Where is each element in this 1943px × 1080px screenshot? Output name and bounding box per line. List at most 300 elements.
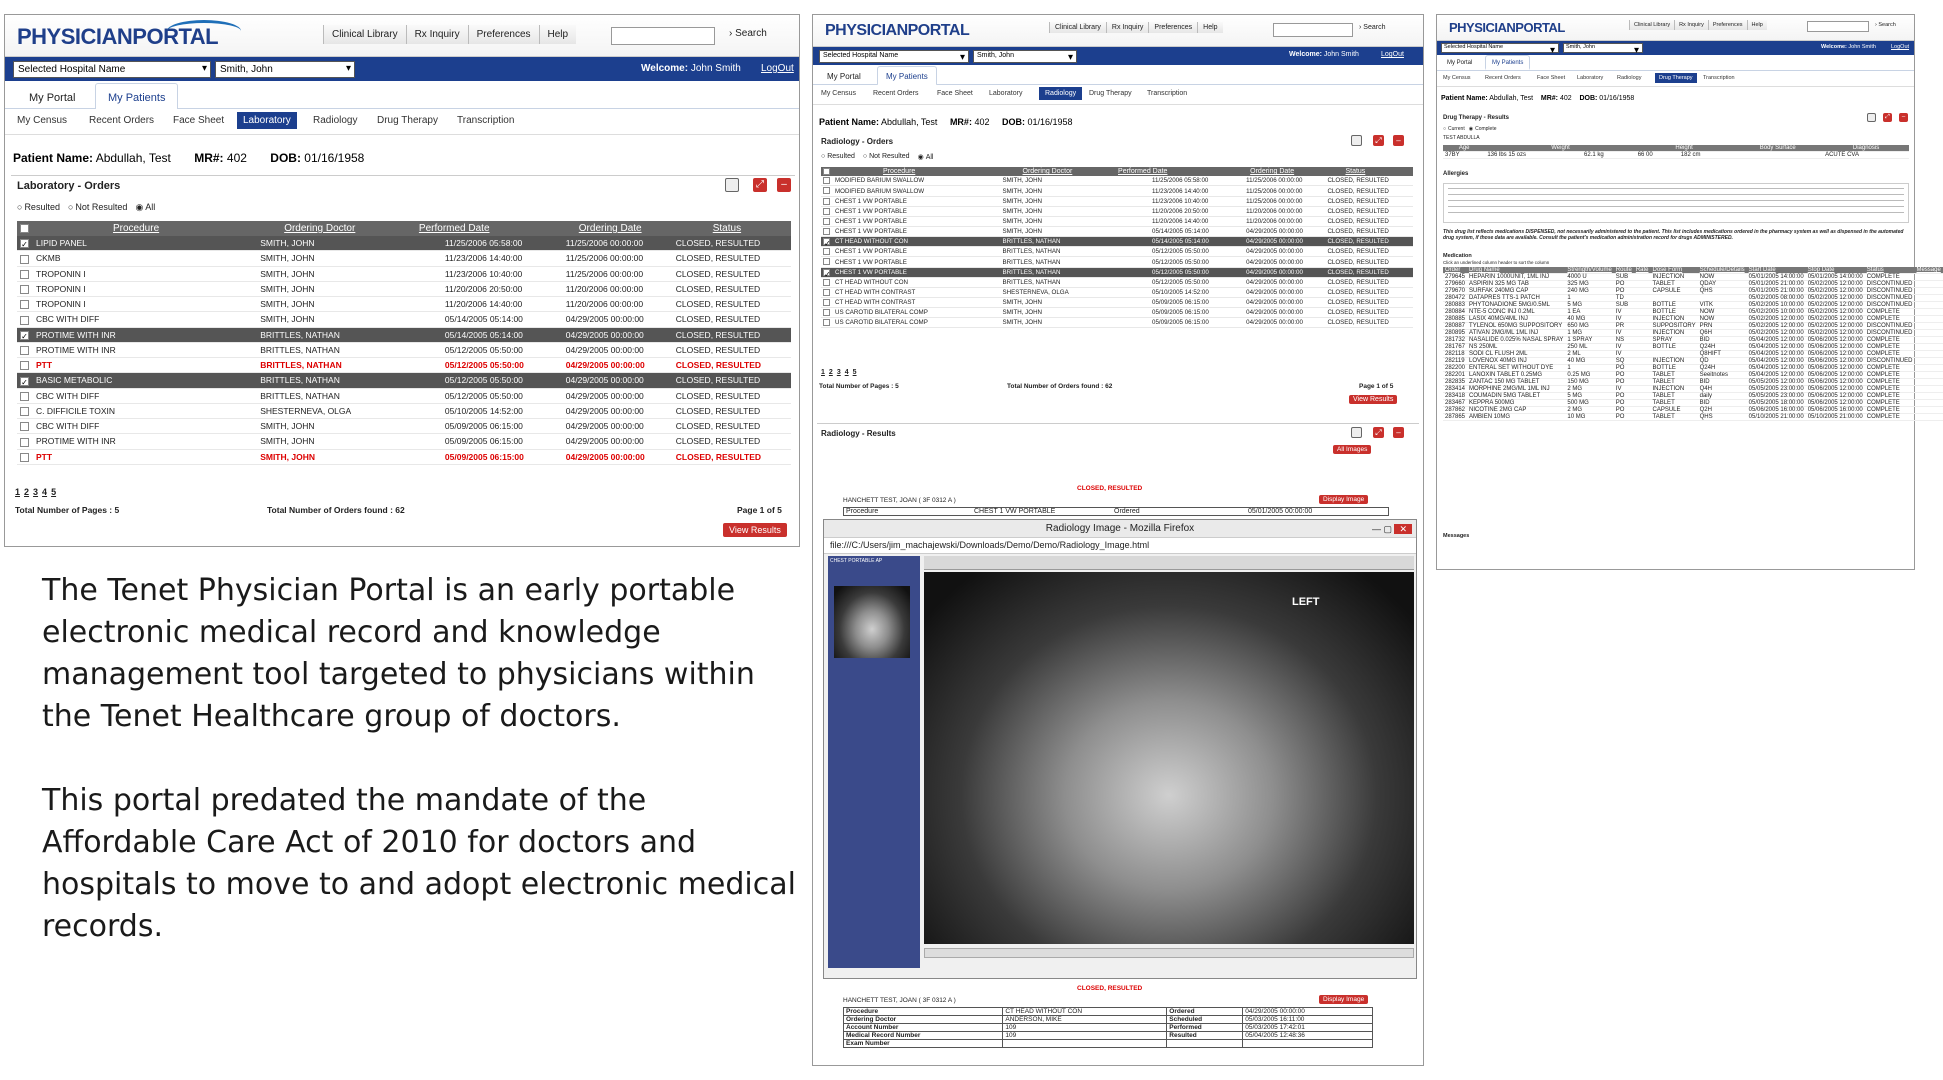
search-input[interactable] (611, 27, 715, 45)
nav-preferences[interactable]: Preferences (1708, 20, 1747, 30)
row-checkbox[interactable] (823, 258, 830, 265)
cell-procedure: CT HEAD WITH CONTRAST (833, 298, 963, 308)
radiology-order-row[interactable] (821, 308, 1413, 318)
cell-status: CLOSED, RESULTED (1325, 298, 1413, 308)
med-col-header[interactable]: Order (1443, 267, 1467, 274)
cell-ordered: 11/25/2006 00:00:00 (1244, 186, 1325, 196)
radiology-order-row[interactable] (821, 267, 1413, 277)
cell-status: CLOSED, RESULTED (1325, 227, 1413, 237)
med-cell (1634, 351, 1651, 358)
lab-order-row[interactable] (17, 449, 791, 464)
row-checkbox[interactable] (20, 316, 29, 325)
row-checkbox[interactable] (20, 239, 29, 248)
lab-order-row[interactable] (17, 342, 791, 357)
lab-order-row[interactable] (17, 297, 791, 312)
med-cell: BOTTLE (1651, 302, 1698, 309)
cell-procedure: LIPID PANEL (33, 236, 200, 251)
medication-row[interactable] (1443, 337, 1943, 344)
display-image-button-2[interactable]: Display Image (1319, 995, 1368, 1004)
med-cell (1914, 351, 1942, 358)
med-cell: 05/02/2005 12:00:00 (1807, 309, 1863, 315)
med-cell: CAPSULE (1651, 407, 1698, 414)
lab-order-row[interactable] (17, 388, 791, 403)
result-filter[interactable] (821, 153, 933, 161)
row-checkbox[interactable] (20, 438, 29, 447)
window-controls[interactable]: — ▢ ✕ (1372, 520, 1412, 538)
med-col-header[interactable]: Rate (1635, 267, 1649, 273)
cell-ordered: 04/29/2005 00:00:00 (563, 342, 673, 357)
cell-doctor: BRITTLES, NATHAN (963, 277, 1113, 287)
lab-orders-table (17, 221, 791, 465)
row-checkbox[interactable] (20, 407, 29, 416)
cell-status: CLOSED, RESULTED (1325, 257, 1413, 267)
med-cell: 40 MG (1565, 316, 1613, 323)
row-checkbox[interactable] (20, 285, 29, 294)
medication-row[interactable] (1443, 393, 1943, 400)
search-input[interactable] (1273, 23, 1353, 37)
cell-ordered: 04/29/2005 00:00:00 (563, 419, 673, 434)
medication-row[interactable] (1443, 274, 1943, 281)
cell-ordered: 11/20/2006 00:00:00 (1244, 216, 1325, 226)
radiology-order-row[interactable] (821, 287, 1413, 297)
expand-icon[interactable]: ⤢ (1883, 113, 1892, 122)
medication-row[interactable] (1443, 365, 1943, 372)
radiology-order-row[interactable] (821, 277, 1413, 287)
tab-face-sheet[interactable]: Face Sheet (1537, 75, 1566, 81)
medication-row[interactable] (1443, 309, 1943, 316)
tab-radiology[interactable]: Radiology (313, 115, 358, 126)
tab-transcription[interactable]: Transcription (1147, 90, 1188, 97)
medication-row[interactable] (1443, 358, 1943, 365)
lab-order-row[interactable] (17, 312, 791, 327)
radiology-order-row[interactable] (821, 237, 1413, 247)
radio-complete[interactable]: ◉ Complete (1469, 126, 1497, 132)
lab-order-row[interactable] (17, 327, 791, 342)
med-cell: 282200 (1445, 365, 1466, 371)
detail-label: Procedure (844, 1008, 1003, 1016)
tab-my-census[interactable]: My Census (17, 115, 68, 126)
cell-performed: 05/09/2005 06:15:00 (1112, 308, 1244, 318)
row-checkbox[interactable] (823, 319, 830, 326)
tab-laboratory[interactable]: Laboratory (989, 90, 1023, 97)
radiology-order-row[interactable] (821, 186, 1413, 196)
radiology-order-row[interactable] (821, 247, 1413, 257)
med-cell: 5 MG (1565, 393, 1613, 400)
tab-laboratory[interactable]: Laboratory (1577, 75, 1604, 81)
col-ordering-date[interactable]: Ordering Date (563, 221, 673, 236)
med-cell: PO (1614, 414, 1634, 421)
med-cell: 05/05/2005 23:00:00 (1748, 386, 1804, 392)
med-col-header[interactable]: Route (1615, 267, 1632, 273)
medication-row[interactable] (1443, 316, 1943, 323)
tab-recent-orders[interactable]: Recent Orders (873, 90, 919, 97)
med-cell: 05/02/2005 12:00:00 (1807, 330, 1863, 336)
med-cell: COMPLETE (1865, 351, 1915, 358)
radiology-order-row[interactable] (821, 206, 1413, 216)
cell-doctor: SMITH, JOHN (963, 216, 1113, 226)
col-performed-date[interactable]: Performed Date (1112, 167, 1244, 176)
cell-procedure: CBC WITH DIFF (33, 312, 200, 327)
med-cell: Q24H (1698, 344, 1747, 351)
tab-drug-therapy[interactable]: Drug Therapy (1089, 90, 1132, 97)
tab-my-portal[interactable]: My Portal (827, 72, 861, 81)
logout-link[interactable]: LogOut (761, 63, 794, 74)
nav-preferences[interactable]: Preferences (468, 25, 539, 44)
cell-procedure: US CAROTID BILATERAL COMP (833, 308, 963, 318)
med-cell: COMPLETE (1865, 393, 1915, 400)
tab-transcription[interactable]: Transcription (1703, 75, 1735, 81)
med-col-header[interactable]: Stop Date (1806, 267, 1865, 274)
lab-order-row[interactable] (17, 251, 791, 266)
doctor-select[interactable]: Smith, John ▾ (973, 50, 1077, 63)
cell-procedure: CKMB (33, 251, 200, 266)
med-cell: 05/01/2005 14:00:00 (1807, 274, 1863, 280)
expand-icon[interactable]: ⤢ (1373, 135, 1384, 146)
med-cell: 10 MG (1565, 414, 1613, 421)
search-button[interactable]: › Search (1359, 24, 1386, 31)
med-col-header[interactable]: Drug Name (1467, 267, 1565, 274)
collapse-icon[interactable]: – (1393, 135, 1404, 146)
cell-status: CLOSED, RESULTED (673, 373, 791, 388)
med-cell: ASPIRIN 325 MG TAB (1467, 281, 1565, 288)
hospital-select[interactable]: Selected Hospital Name ▾ (1441, 43, 1559, 53)
nav-rx-inquiry[interactable]: Rx Inquiry (1106, 22, 1149, 33)
detail-value (1003, 1040, 1167, 1048)
detail-label: Account Number (844, 1024, 1003, 1032)
lab-order-row[interactable] (17, 403, 791, 418)
nav-clinical-library[interactable]: Clinical Library (1049, 22, 1106, 33)
tab-my-census[interactable]: My Census (821, 90, 857, 97)
row-checkbox[interactable] (823, 218, 830, 225)
med-cell: 05/02/2005 12:00:00 (1807, 295, 1863, 301)
med-cell: PO (1614, 281, 1634, 288)
tab-recent-orders[interactable]: Recent Orders (1485, 75, 1521, 81)
cell-procedure: PROTIME WITH INR (33, 327, 200, 342)
tab-face-sheet[interactable]: Face Sheet (937, 90, 973, 97)
radiology-order-row[interactable] (821, 227, 1413, 237)
thumbnail-image[interactable] (834, 586, 910, 658)
cell-status: CLOSED, RESULTED (673, 403, 791, 418)
row-checkbox[interactable] (20, 331, 29, 340)
tab-radiology[interactable]: Radiology (1617, 75, 1642, 81)
print-icon[interactable] (1351, 135, 1362, 146)
radiology-order-row[interactable] (821, 298, 1413, 308)
med-cell: 05/06/2005 12:00:00 (1807, 386, 1863, 392)
col-status[interactable]: Status (1325, 167, 1413, 176)
row-checkbox[interactable] (20, 346, 29, 355)
expand-icon[interactable]: ⤢ (753, 178, 767, 192)
med-cell: 1 SPRAY (1565, 337, 1613, 344)
radio-not-resulted[interactable]: ○ Not Resulted (863, 153, 910, 161)
tab-my-portal[interactable]: My Portal (29, 92, 76, 104)
print-icon[interactable] (1867, 113, 1876, 122)
row-checkbox[interactable] (20, 392, 29, 401)
print-icon[interactable] (1351, 427, 1362, 438)
lab-order-row[interactable] (17, 358, 791, 373)
medication-row[interactable] (1443, 372, 1943, 379)
welcome-text: Welcome: John Smith (1821, 44, 1876, 50)
row-checkbox[interactable] (823, 238, 830, 245)
doctor-select[interactable]: Smith, John ▾ (1563, 43, 1643, 53)
medication-table (1443, 267, 1943, 421)
lab-order-row[interactable] (17, 419, 791, 434)
cell-procedure: C. DIFFICILE TOXIN (33, 403, 200, 418)
cell-performed: 05/09/2005 06:15:00 (405, 419, 563, 434)
med-cell: 05/06/2005 12:00:00 (1807, 372, 1863, 378)
lab-order-row[interactable] (17, 281, 791, 296)
medication-label: Medication (1443, 253, 1472, 259)
url-bar[interactable]: file:///C:/Users/jim_machajewski/Downloads/Demo/Demo/Radiology_Image.html (824, 538, 1416, 554)
cell-performed: 05/12/2005 05:50:00 (405, 388, 563, 403)
col-performed-date[interactable]: Performed Date (405, 221, 563, 236)
med-cell: 282201 (1445, 372, 1466, 378)
row-checkbox[interactable] (823, 187, 830, 194)
row-checkbox[interactable] (823, 279, 830, 286)
med-cell: 325 MG (1565, 281, 1613, 288)
row-checkbox[interactable] (20, 270, 29, 279)
nav-rx-inquiry[interactable]: Rx Inquiry (406, 25, 468, 44)
lab-order-row[interactable] (17, 236, 791, 251)
row-checkbox[interactable] (823, 269, 830, 276)
row-checkbox[interactable] (823, 309, 830, 316)
tab-radiology[interactable]: Radiology (1039, 87, 1082, 100)
row-checkbox[interactable] (20, 255, 29, 264)
nav-preferences[interactable]: Preferences (1148, 22, 1197, 33)
col-procedure[interactable]: Procedure (833, 167, 963, 176)
main-tabs (5, 81, 799, 109)
tab-my-patients[interactable]: My Patients (95, 83, 178, 112)
radio-resulted[interactable]: ○ Resulted (17, 202, 60, 213)
cell-status: CLOSED, RESULTED (1325, 206, 1413, 216)
cell-doctor: BRITTLES, NATHAN (200, 327, 405, 342)
collapse-icon[interactable]: – (777, 178, 791, 192)
med-cell: TABLET (1651, 379, 1698, 386)
cell-doctor: SMITH, JOHN (200, 281, 405, 296)
med-cell (1634, 400, 1651, 407)
radiology-order-row[interactable] (821, 318, 1413, 328)
radio-not-resulted[interactable]: ○ Not Resulted (68, 202, 127, 213)
detail-row (844, 1032, 1373, 1040)
drug-filter[interactable] (1443, 126, 1497, 132)
result-filter[interactable] (17, 202, 155, 213)
lab-order-row[interactable] (17, 434, 791, 449)
med-cell: BOTTLE (1651, 365, 1698, 372)
radio-all[interactable]: ◉ All (135, 202, 155, 213)
med-cell: COUMADIN 5MG TABLET (1467, 393, 1565, 400)
nav-rx-inquiry[interactable]: Rx Inquiry (1674, 20, 1708, 30)
tab-drug-therapy[interactable]: Drug Therapy (1655, 73, 1697, 83)
search-input[interactable] (1807, 21, 1869, 32)
row-checkbox[interactable] (823, 228, 830, 235)
sub-tabs (813, 85, 1423, 105)
logout-link[interactable]: LogOut (1891, 44, 1910, 50)
print-icon[interactable] (725, 178, 739, 192)
radio-resulted[interactable]: ○ Resulted (821, 153, 855, 161)
patient-header: Patient Name: Abdullah, Test MR#: 402 DOB: 01/16/1958 (1441, 95, 1635, 102)
med-cell: VITK (1698, 302, 1747, 309)
tab-my-census[interactable]: My Census (1443, 75, 1471, 81)
row-checkbox[interactable] (20, 300, 29, 309)
med-cell: Seeitnotes (1698, 372, 1747, 379)
radiology-order-row[interactable] (821, 176, 1413, 186)
med-cell: 279670 (1445, 288, 1466, 294)
cell-status: CLOSED, RESULTED (673, 358, 791, 373)
view-results-button[interactable]: View Results (1349, 395, 1397, 404)
tab-laboratory[interactable]: Laboratory (237, 112, 297, 129)
detail-value (1243, 1040, 1373, 1048)
row-checkbox[interactable] (823, 289, 830, 296)
med-cell: IV (1614, 386, 1634, 393)
cell-ordered: 11/20/2006 00:00:00 (1244, 206, 1325, 216)
medication-row[interactable] (1443, 330, 1943, 337)
row-checkbox[interactable] (20, 453, 29, 462)
tab-my-patients[interactable]: My Patients (1485, 55, 1530, 70)
lab-order-row[interactable] (17, 373, 791, 388)
medication-row[interactable] (1443, 400, 1943, 407)
view-results-button[interactable]: View Results (723, 523, 787, 537)
tab-drug-therapy[interactable]: Drug Therapy (377, 115, 438, 126)
medication-row[interactable] (1443, 379, 1943, 386)
medication-row[interactable] (1443, 281, 1943, 288)
med-cell: PRN (1698, 323, 1747, 330)
med-cell (1634, 337, 1651, 344)
med-cell: 05/04/2005 12:00:00 (1748, 365, 1804, 371)
viewer-toolbar[interactable] (924, 556, 1414, 570)
tab-recent-orders[interactable]: Recent Orders (89, 115, 155, 126)
med-cell: 05/04/2005 12:00:00 (1748, 344, 1804, 350)
radiology-order-row[interactable] (821, 216, 1413, 226)
doctor-select[interactable]: Smith, John ▾ (215, 61, 355, 78)
cell-doctor: SMITH, JOHN (200, 297, 405, 312)
med-cell (1914, 330, 1942, 337)
row-checkbox[interactable] (823, 299, 830, 306)
nav-help[interactable]: Help (1747, 20, 1767, 30)
cell-ordered: 11/25/2006 00:00:00 (563, 251, 673, 266)
medication-row[interactable] (1443, 407, 1943, 414)
cell-ordered: 11/20/2006 00:00:00 (563, 281, 673, 296)
sort-hint: Click an underlined column header to sort the column (1443, 260, 1550, 265)
med-col-header[interactable]: Status (1865, 267, 1915, 274)
cell-ordered: 04/29/2005 00:00:00 (563, 449, 673, 464)
patient-header: Patient Name: Abdullah, Test MR#: 402 DOB: 01/16/1958 (13, 151, 365, 165)
cell-status: CLOSED, RESULTED (673, 342, 791, 357)
medication-row[interactable] (1443, 386, 1943, 393)
logout-link[interactable]: LogOut (1381, 51, 1404, 58)
nav-help[interactable]: Help (539, 25, 577, 44)
med-cell: 240 MG (1565, 288, 1613, 295)
med-cell: Q8HIFT (1698, 351, 1747, 358)
search-button[interactable]: › Search (729, 28, 767, 39)
expand-icon[interactable]: ⤢ (1373, 427, 1384, 438)
horizontal-scrollbar[interactable] (924, 948, 1414, 958)
med-col-header[interactable]: Message (1916, 267, 1941, 273)
col-status[interactable]: Status (673, 221, 791, 236)
medication-row[interactable] (1443, 323, 1943, 330)
medication-row[interactable] (1443, 288, 1943, 295)
med-cell: COMPLETE (1865, 344, 1915, 351)
hospital-select[interactable]: Selected Hospital Name ▾ (13, 61, 211, 78)
tab-my-patients[interactable]: My Patients (877, 66, 937, 86)
med-cell (1914, 302, 1942, 309)
row-checkbox[interactable] (20, 422, 29, 431)
med-cell (1914, 372, 1942, 379)
med-col-header[interactable]: Strength/Volume (1567, 267, 1612, 273)
tab-my-portal[interactable]: My Portal (1447, 60, 1473, 66)
med-cell: 0.25 MG (1565, 372, 1613, 379)
cell-procedure: CHEST 1 VW PORTABLE (833, 196, 963, 206)
med-cell: 05/01/2005 21:00:00 (1748, 281, 1804, 287)
lab-order-row[interactable] (17, 266, 791, 281)
cell-procedure: PTT (33, 449, 200, 464)
tab-face-sheet[interactable]: Face Sheet (173, 115, 225, 126)
radio-current[interactable]: ○ Current (1443, 126, 1465, 132)
row-checkbox[interactable] (823, 177, 830, 184)
med-cell (1634, 344, 1651, 351)
nav-clinical-library[interactable]: Clinical Library (323, 25, 406, 44)
col-ordering-doctor[interactable]: Ordering Doctor (200, 221, 405, 236)
row-checkbox[interactable] (823, 208, 830, 215)
med-col-header[interactable]: Start Date (1747, 267, 1806, 274)
radio-all[interactable]: ◉ All (918, 153, 934, 161)
medication-row[interactable] (1443, 414, 1943, 421)
pagination[interactable]: 1 2 3 4 5 (821, 369, 857, 376)
nav-help[interactable]: Help (1197, 22, 1222, 33)
medication-row[interactable] (1443, 351, 1943, 358)
med-cell: QDAY (1698, 281, 1747, 288)
patient-line-2: HANCHETT TEST, JOAN ( 3F 0312 A ) (843, 997, 956, 1004)
radiology-order-row[interactable] (821, 257, 1413, 267)
nav-clinical-library[interactable]: Clinical Library (1629, 20, 1674, 30)
medication-row[interactable] (1443, 302, 1943, 309)
med-cell: NOW (1698, 316, 1747, 323)
med-col-header[interactable]: Dose Form (1651, 267, 1698, 274)
cell-ordered: 04/29/2005 00:00:00 (563, 358, 673, 373)
all-images-button[interactable]: All Images (1333, 445, 1371, 454)
collapse-icon[interactable]: – (1393, 427, 1404, 438)
med-col-header[interactable]: Schedule/Details (1699, 267, 1745, 273)
med-cell (1634, 302, 1651, 309)
pagination[interactable]: 1 2 3 4 5 (15, 487, 57, 497)
detail-label: Resulted (1167, 1032, 1243, 1040)
result-detail-table (843, 1007, 1373, 1048)
radiology-order-row[interactable] (821, 196, 1413, 206)
collapse-icon[interactable]: – (1899, 113, 1908, 122)
col-procedure[interactable]: Procedure (33, 221, 200, 236)
medication-row[interactable] (1443, 344, 1943, 351)
med-cell: 280884 (1445, 309, 1466, 315)
row-checkbox[interactable] (823, 248, 830, 255)
cell-doctor: SMITH, JOHN (200, 266, 405, 281)
medication-row[interactable] (1443, 295, 1943, 302)
row-checkbox[interactable] (20, 377, 29, 386)
row-checkbox[interactable] (20, 361, 29, 370)
display-image-button[interactable]: Display Image (1319, 495, 1368, 504)
med-cell: COMPLETE (1865, 400, 1915, 407)
col-ordering-doctor[interactable]: Ordering Doctor (963, 167, 1113, 176)
tab-transcription[interactable]: Transcription (457, 115, 515, 126)
hospital-select[interactable]: Selected Hospital Name ▾ (819, 50, 969, 63)
med-cell: BID (1698, 337, 1747, 344)
row-checkbox[interactable] (823, 198, 830, 205)
med-cell: 280887 (1445, 323, 1466, 329)
col-ordering-date[interactable]: Ordering Date (1244, 167, 1325, 176)
med-cell (1914, 337, 1942, 344)
med-cell: INJECTION (1651, 330, 1698, 337)
cell-doctor: SHESTERNEVA, OLGA (200, 403, 405, 418)
search-button[interactable]: › Search (1875, 22, 1896, 28)
med-cell: 282118 (1443, 351, 1467, 358)
med-cell: COMPLETE (1865, 379, 1915, 386)
